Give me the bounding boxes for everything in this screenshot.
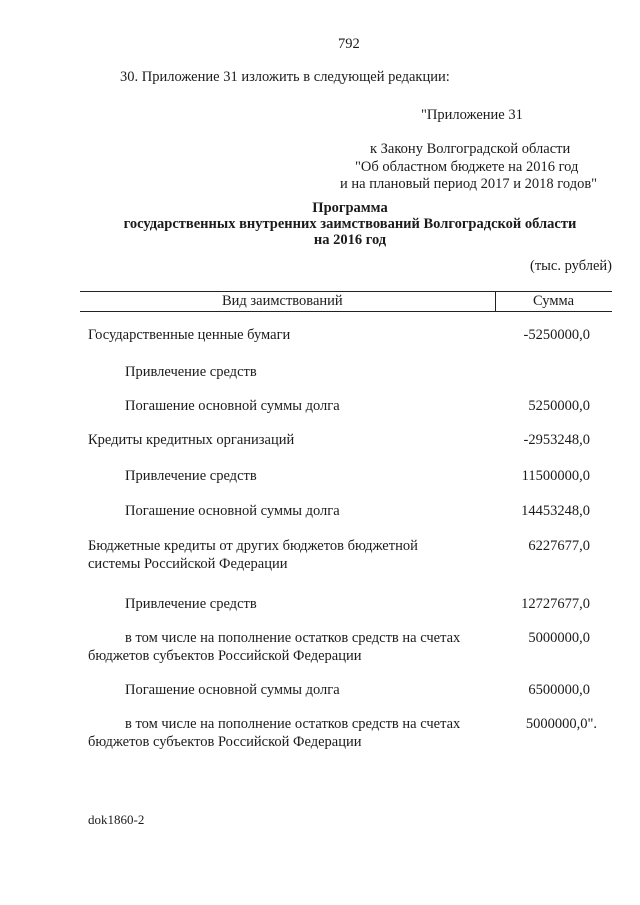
table-row (0, 467, 640, 485)
table-row (0, 681, 640, 699)
row-label-line: Привлечение средств (125, 596, 257, 612)
row-label-line: Государственные ценные бумаги (88, 327, 291, 343)
row-label (88, 397, 498, 415)
row-label-line: системы Российской Федерации (88, 556, 288, 572)
program-title-line: Программа (312, 200, 388, 216)
row-label (88, 502, 498, 520)
table-row (0, 431, 640, 449)
law-reference-line: "Об областном бюджете на 2016 год (355, 159, 579, 175)
law-reference-line: и на плановый период 2017 и 2018 годов" (340, 176, 598, 192)
appendix-title: "Приложение 31 (421, 107, 523, 123)
row-value: 5000000,0 (528, 630, 590, 646)
row-value: 14453248,0 (521, 503, 590, 519)
row-label (88, 595, 498, 613)
row-label (88, 431, 498, 449)
row-label (88, 629, 498, 665)
row-label-line: Кредиты кредитных организаций (88, 432, 295, 448)
page-number: 792 (338, 36, 360, 52)
row-label-line: Погашение основной суммы долга (125, 398, 340, 414)
row-value: 12727677,0 (521, 596, 590, 612)
row-value: 11500000,0 (521, 468, 590, 484)
column-header-sum: Сумма (533, 293, 575, 309)
document-code: dok1860-2 (88, 812, 145, 827)
row-label-line: Погашение основной суммы долга (125, 682, 340, 698)
row-value: -2953248,0 (523, 432, 590, 448)
row-value: -5250000,0 (523, 327, 590, 343)
table-row (0, 715, 640, 751)
row-label (88, 363, 498, 381)
row-value: 6500000,0 (528, 682, 590, 698)
table-top-border (80, 291, 612, 292)
table-column-divider (495, 291, 496, 311)
row-value: 5250000,0 (528, 398, 590, 414)
row-label-line: Привлечение средств (125, 468, 257, 484)
units-label: (тыс. рублей) (530, 258, 612, 274)
row-label-line: в том числе на пополнение остатков средств на счетах (125, 716, 461, 732)
table-row (0, 326, 640, 344)
row-value: 5000000,0". (525, 716, 597, 732)
table-row (0, 537, 640, 573)
amendment-intro: 30. Приложение 31 изложить в следующей редакции: (120, 69, 450, 85)
row-label (88, 681, 498, 699)
program-title (100, 200, 600, 248)
row-label (88, 715, 498, 751)
table-row (0, 595, 640, 613)
law-reference-line: к Закону Волгоградской области (370, 141, 571, 157)
table-header-border (80, 311, 612, 312)
table-row (0, 502, 640, 520)
row-label (88, 537, 498, 573)
column-header-type: Вид заимствований (222, 293, 343, 309)
row-label (88, 467, 498, 485)
row-label-line: Привлечение средств (125, 364, 257, 380)
row-label-line: бюджетов субъектов Российской Федерации (88, 648, 362, 664)
table-row (0, 397, 640, 415)
row-label-line: в том числе на пополнение остатков средств на счетах (125, 630, 461, 646)
table-row (0, 363, 640, 381)
row-label-line: бюджетов субъектов Российской Федерации (88, 734, 362, 750)
table-row (0, 629, 640, 665)
program-title-line: государственных внутренних заимствований Волгоградской области (123, 216, 577, 232)
row-value: 6227677,0 (528, 538, 590, 554)
program-title-line: на 2016 год (313, 232, 387, 248)
row-label (88, 326, 498, 344)
row-label-line: Погашение основной суммы долга (125, 503, 340, 519)
row-label-line: Бюджетные кредиты от других бюджетов бюджетной (88, 538, 418, 554)
